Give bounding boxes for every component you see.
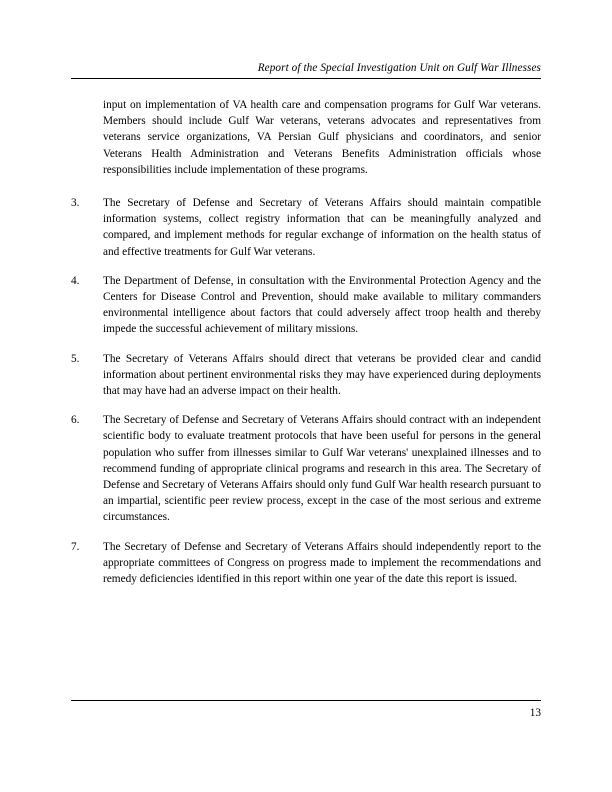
page-number: 13 <box>529 707 541 719</box>
footer-divider <box>71 700 541 701</box>
recommendation-item <box>71 539 541 588</box>
recommendation-number: 4. <box>71 274 80 287</box>
lead-paragraph: input on implementation of VA health care and compensation programs for Gulf War veterans. Members should include Gulf War veterans, veterans advocates and representatives from veterans service organizations, VA Persian Gulf physicians and coordinators, and senior Veterans Health Administration and Veterans Benefits Administration officials whose responsibilities include implementation of these programs. <box>103 99 541 176</box>
recommendation-text: The Secretary of Veterans Affairs should direct that veterans be provided clear and candid information about pertinent environmental risks they may have experienced during deployments that may have had an adverse impact on their health. <box>103 352 541 398</box>
recommendation-number: 5. <box>71 352 80 365</box>
running-header-title: Report of the Special Investigation Unit on Gulf War Illnesses <box>257 62 541 74</box>
recommendation-text: The Department of Defense, in consultation with the Environmental Protection Agency and the Centers for Disease Control and Prevention, should make available to military commanders environmental intelligence about factors that could adversely affect troop health and thereby impede the successful achievement of military missions. <box>103 274 541 336</box>
recommendation-text: The Secretary of Defense and Secretary of Veterans Affairs should maintain compatible information systems, collect registry information that can be meaningfully analyzed and compared, and implement methods for regular exchange of information on the health status of and effective treatments for Gulf War veterans. <box>103 197 541 258</box>
header-divider <box>71 78 541 79</box>
recommendation-number: 7. <box>71 540 80 553</box>
recommendation-text: The Secretary of Defense and Secretary of Veterans Affairs should contract with an independent scientific body to evaluate treatment protocols that have been useful for persons in the general population who suffer from illnesses similar to Gulf War veterans' unexplained illnesses and to recommend funding of appropriate clinical programs and research in this area. The Secretary of Defense and Secretary of Veterans Affairs should only fund Gulf War health research pursuant to an impartial, scientific peer review process, except in the case of the most serious and extreme circumstances. <box>103 414 541 524</box>
recommendation-item <box>71 412 541 525</box>
recommendation-number: 3. <box>71 197 80 210</box>
recommendation-item <box>71 195 541 260</box>
recommendation-item <box>71 351 541 400</box>
recommendation-number: 6. <box>71 414 80 427</box>
page-content <box>71 62 541 600</box>
recommendation-text: The Secretary of Defense and Secretary of Veterans Affairs should independently report to the appropriate committees of Congress on progress made to implement the recommendations and remedy deficiencies identified in this report within one year of the date this report is issued. <box>103 540 541 586</box>
recommendation-item <box>71 273 541 338</box>
